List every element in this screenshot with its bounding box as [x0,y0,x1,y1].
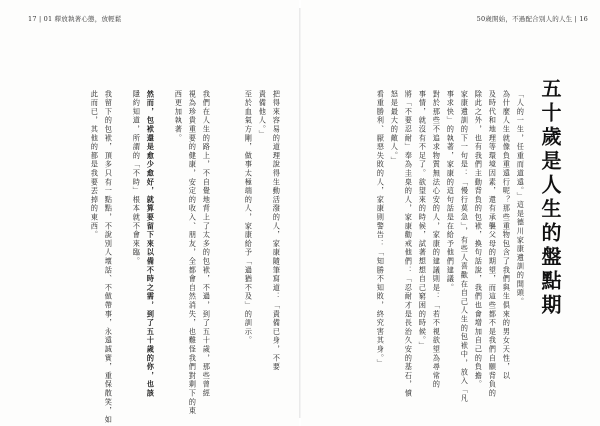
left-column-10: 此而已，其他的都是我要丟掉的東西。 [90,90,100,240]
left-column-8: 隱約知道，所謂的「不時」根本就不會來臨。 [132,90,142,266]
left-column-6: 西更加執著。 [174,90,184,143]
right-column-6: 事求快」的執著，家康的這句話是在給予他們建議。 [446,90,456,293]
right-column-2: 為什麼人生就像負重遠行呢？那些重物包含了我們與生俱來的男女天性，以 [502,90,512,381]
right-column-4: 除此之外，也有我們主動背負的包袱，換句話說，我們也會增加自己的負擔。 [474,90,484,390]
left-column-7: 然而，包袱還是愈少愈好，就算要留下來以備不時之需，到了五十歲的你，也該 [146,90,156,398]
left-column-2: 責備他人。」 [258,90,268,140]
left-column-5: 視為珍貴重要的健康，安定的收入、朋友，全都會自然消失，也難怪我們對剩下的東 [188,90,198,416]
right-column-10: 怒是最大的敵人。」 [390,90,400,166]
chapter-title: 五十歲是人生的盤點期 [538,78,562,318]
right-column-11: 看重勝利、厭惡失敗的人，家康則警告：「知勝不知敗，終究害其身。」 [376,90,386,368]
right-column-3: 及時代和地理等環境因素，還有承襲父母的期望，而這些都不是我們自願背負的 [488,90,498,398]
right-column-8: 事情，就沒有不足了。欲望來的時候，試著想想自己窮困的時候。」 [418,90,428,351]
left-running-head: 01 釋放執著心態，放輕鬆 [43,15,122,23]
left-page-number: 17 [28,15,37,23]
right-column-5: 家康遺訓的下一句是：「慢行莫急」，有些人喜歡在自己人生的包袱中，放入「凡 [460,90,470,404]
right-page-number: 16 [579,15,588,23]
right-column-7: 對於那些不追求物質無法心安的人，家康的建議則是：「若不視欲望為尋常的 [432,90,442,390]
left-column-1: 把得來容易的道理說得生動活潑的人，家康隨筆寫道：「責備已身，不要 [272,90,282,372]
left-column-9: 我留下的包袱，頂多只有一點點，不說別人壞話、不做帶事，永遠誠實，重保散笑，如 [104,90,114,425]
right-running-head: 50歲開始，不過配合別人的人生 [476,15,573,23]
right-page-header [477,14,588,23]
left-column-4: 我們在人生的路上，不自覺地背上了太多的包袱，不過，到了五十歲，那些曾經 [202,90,212,398]
left-page-header [28,14,122,23]
header-separator: | [38,15,44,23]
right-column-1: 「人的一生，任重而道遠。」這是德川家康遺訓的開頭。 [516,90,526,307]
left-column-3: 至於血氣方剛，做事太極端的人，家康給予「過猶不及」的訓示。 [244,90,254,346]
right-column-9: 將「不要忍耐」奉為圭臬的人，家康勸戒他們：「忍耐才是長治久安的基石，憤 [404,90,414,398]
header-separator: | [574,15,580,23]
